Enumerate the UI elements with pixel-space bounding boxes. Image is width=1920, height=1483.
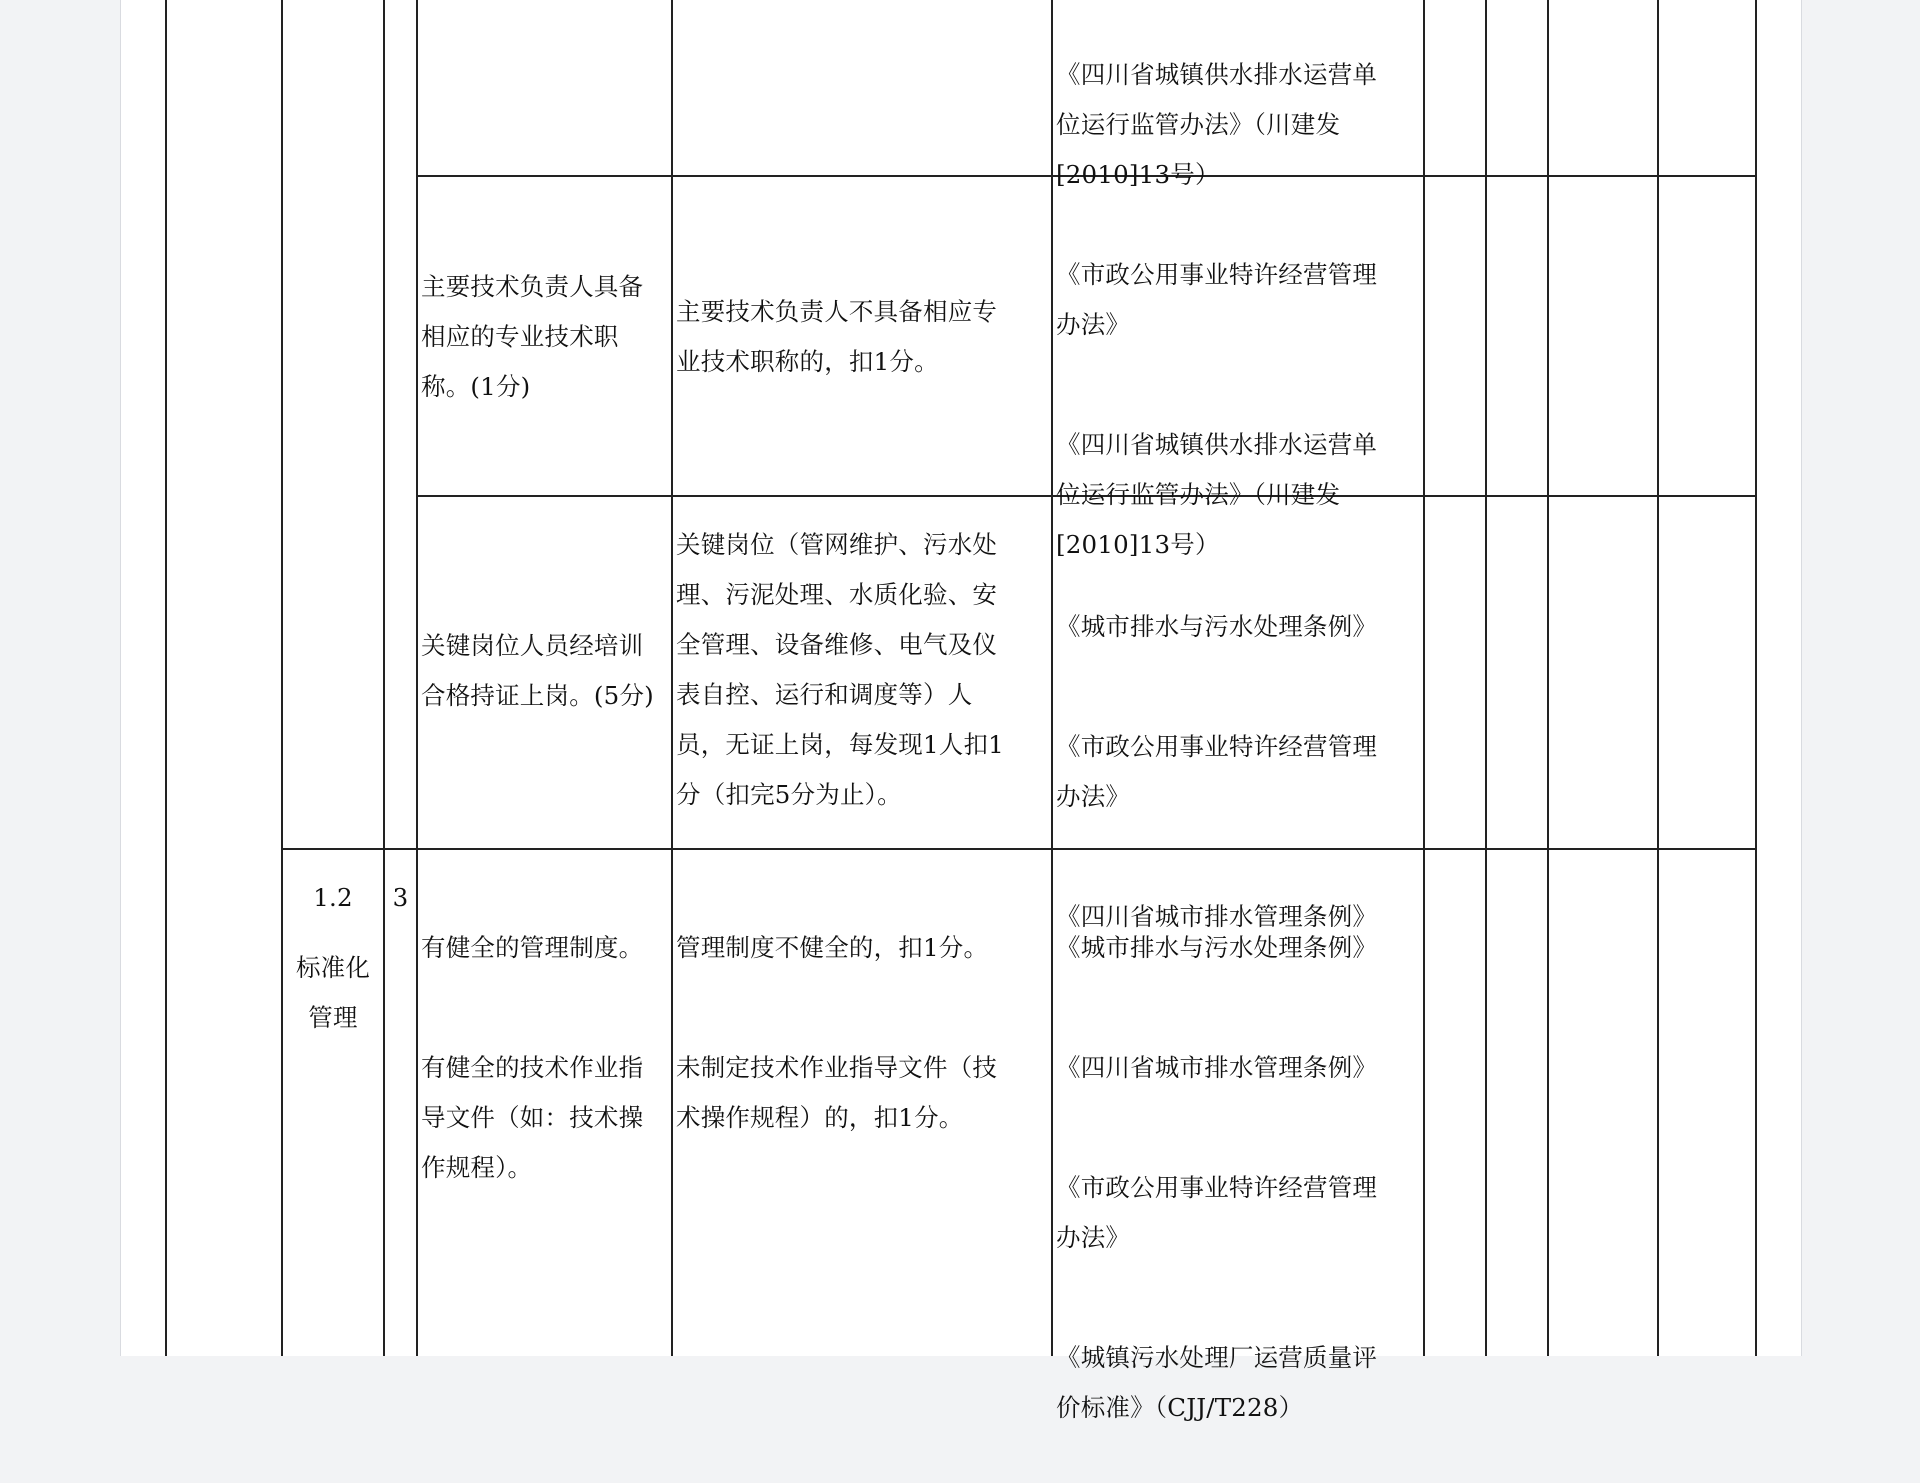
table-row-4-deduction	[676, 873, 1046, 1193]
legal-basis-item: 《四川省城镇供水排水运营单 位运行监管办法》（川建发 [2010]13号）	[1056, 430, 1378, 559]
table-row-4-basis	[1056, 873, 1416, 1483]
table-row-4-score: 3	[392, 883, 409, 912]
table-row-divider	[281, 848, 1757, 850]
legal-basis-item: 《城市排水与污水处理条例》	[1056, 612, 1378, 641]
table-row-3-requirement: 关键岗位人员经培训 合格持证上岗。(5分)	[421, 631, 654, 710]
table-column-divider	[416, 0, 418, 1356]
table-column-divider	[1485, 0, 1487, 1356]
legal-basis-item: 《城市排水与污水处理条例》	[1056, 933, 1378, 962]
legal-basis-item: 《市政公用事业特许经营管理 办法》	[1056, 1173, 1378, 1252]
legal-basis-item: 《城镇污水处理厂运营质量评 价标准》（CJJ/T228）	[1056, 1343, 1378, 1422]
table-row-2-requirement: 主要技术负责人具备 相应的专业技术职 称。(1分)	[421, 272, 644, 401]
table-column-divider	[383, 0, 385, 1356]
legal-basis-item: 《市政公用事业特许经营管理 办法》	[1056, 732, 1378, 811]
table-row-4-item-no: 1.2	[313, 883, 353, 912]
table-column-divider	[671, 0, 673, 1356]
table-column-divider	[1547, 0, 1549, 1356]
table-border-left	[165, 0, 167, 1356]
legal-basis-item: 《市政公用事业特许经营管理 办法》	[1056, 260, 1378, 339]
deduction-item: 未制定技术作业指导文件（技 术操作规程）的，扣1分。	[676, 1053, 998, 1132]
table-border-right	[1755, 0, 1757, 1356]
table-row-4-requirement	[421, 873, 666, 1243]
requirement-item: 有健全的技术作业指 导文件（如：技术操 作规程）。	[421, 1053, 644, 1182]
requirement-item: 有健全的管理制度。	[421, 933, 644, 962]
table-row-4-item-name: 标准化 管理	[295, 953, 371, 1032]
legal-basis-item: 《四川省城市排水管理条例》	[1056, 1053, 1378, 1082]
legal-basis-item: 《四川省城镇供水排水运营单 位运行监管办法》（川建发 [2010]13号）	[1056, 60, 1378, 189]
table-column-divider	[1657, 0, 1659, 1356]
table-column-divider	[1051, 0, 1053, 1356]
table-column-divider	[281, 0, 283, 1356]
table-row-3-deduction: 关键岗位（管网维护、污水处 理、污泥处理、水质化验、安 全管理、设备维修、电气及仪 表自控、运行和调度等）人 员，无证上岗，每发现1人扣1 分（扣完5分为止）。	[676, 530, 1004, 809]
deduction-item: 管理制度不健全的，扣1分。	[676, 933, 989, 962]
legal-basis-item: 《四川省城市排水管理条例》	[1056, 902, 1378, 931]
table-column-divider	[1423, 0, 1425, 1356]
table-row-2-deduction: 主要技术负责人不具备相应专 业技术职称的，扣1分。	[676, 297, 998, 376]
